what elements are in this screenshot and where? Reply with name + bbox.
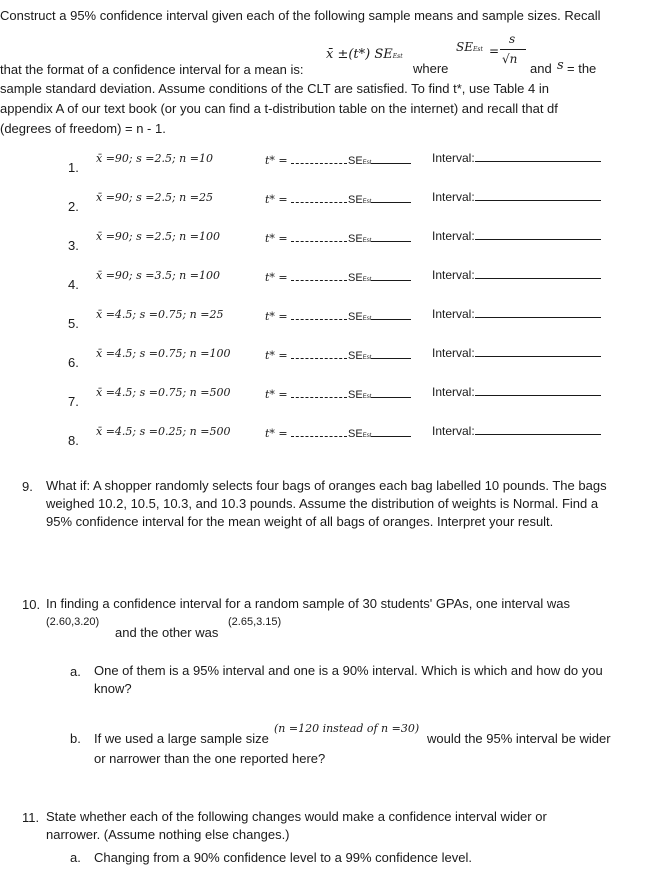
se-label: SE <box>348 194 363 206</box>
se-field[interactable] <box>348 230 411 245</box>
se-label-sub: Est <box>362 238 372 244</box>
t-star-label: t* = <box>265 310 288 323</box>
t-star-blank[interactable] <box>291 269 347 281</box>
se-blank[interactable] <box>371 425 411 437</box>
interval-blank[interactable] <box>475 267 601 279</box>
se-label: SE <box>348 272 363 284</box>
row-values: x̄ =90; s =3.5; n =100 <box>96 269 220 282</box>
se-field[interactable] <box>348 425 411 440</box>
row-number: 2. <box>68 199 79 214</box>
se-blank[interactable] <box>371 191 411 203</box>
se-label-sub: Est <box>362 160 372 166</box>
t-star-blank[interactable] <box>291 425 347 437</box>
se-field[interactable] <box>348 347 411 362</box>
row-values: x̄ =4.5; s =0.75; n =100 <box>96 347 231 360</box>
q11a-label: a. <box>70 850 81 865</box>
row-number: 3. <box>68 238 79 253</box>
row-values: x̄ =4.5; s =0.75; n =25 <box>96 308 224 321</box>
s-equals-the: = the <box>567 61 597 76</box>
s-symbol: s <box>557 58 564 73</box>
se-blank[interactable] <box>371 308 411 320</box>
t-star-field[interactable] <box>265 308 347 323</box>
interval-blank[interactable] <box>475 306 601 318</box>
t-star-blank[interactable] <box>291 308 347 320</box>
row-number: 1. <box>68 160 79 175</box>
se-field[interactable] <box>348 386 411 401</box>
se-formula <box>456 40 483 54</box>
q10a-label: a. <box>70 664 81 679</box>
row-values: x̄ =90; s =2.5; n =25 <box>96 191 213 204</box>
se-blank[interactable] <box>371 347 411 359</box>
interval-blank[interactable] <box>475 150 601 162</box>
t-star-blank[interactable] <box>291 230 347 242</box>
ci-formula <box>326 47 403 62</box>
t-star-label: t* = <box>265 388 288 401</box>
interval-label: Interval: <box>432 346 475 360</box>
t-star-field[interactable] <box>265 347 347 362</box>
se-label: SE <box>348 155 363 167</box>
q10b-pre: If we used a large sample size <box>94 731 269 746</box>
interval-field[interactable] <box>432 384 601 399</box>
t-star-field[interactable] <box>265 425 347 440</box>
intro-line-5: (degrees of freedom) = n - 1. <box>0 121 166 136</box>
se-blank[interactable] <box>371 386 411 398</box>
se-label-sub: Est <box>362 277 372 283</box>
q10-interval-1: (2.60,3.20) <box>46 616 100 628</box>
row-values: x̄ =4.5; s =0.75; n =500 <box>96 386 231 399</box>
t-star-label: t* = <box>265 349 288 362</box>
interval-label: Interval: <box>432 190 475 204</box>
t-star-field[interactable] <box>265 230 347 245</box>
interval-blank[interactable] <box>475 228 601 240</box>
q10-line-1: In finding a confidence interval for a random sample of 30 students' GPAs, one interval was <box>46 596 570 611</box>
q10b-math: (n =120 instead of n =30) <box>274 722 420 735</box>
se-label: SE <box>348 350 363 362</box>
se-blank[interactable] <box>371 230 411 242</box>
and-text: and <box>530 61 552 76</box>
se-field[interactable] <box>348 152 411 167</box>
interval-field[interactable] <box>432 306 601 321</box>
q10b-line-2: or narrower than the one reported here? <box>94 751 326 766</box>
t-star-label: t* = <box>265 271 288 284</box>
t-star-label: t* = <box>265 154 288 167</box>
interval-blank[interactable] <box>475 423 601 435</box>
interval-label: Interval: <box>432 424 475 438</box>
se-label: SE <box>348 311 363 323</box>
q11a-text: Changing from a 90% confidence level to a 99% confidence level. <box>94 850 472 865</box>
q9-number: 9. <box>22 479 33 494</box>
interval-blank[interactable] <box>475 345 601 357</box>
se-blank[interactable] <box>371 269 411 281</box>
row-values: x̄ =90; s =2.5; n =100 <box>96 230 220 243</box>
q10b-label: b. <box>70 731 81 746</box>
t-star-field[interactable] <box>265 152 347 167</box>
t-star-label: t* = <box>265 427 288 440</box>
row-number: 5. <box>68 316 79 331</box>
se-formula-se: SE <box>456 40 473 54</box>
interval-field[interactable] <box>432 189 601 204</box>
se-field[interactable] <box>348 191 411 206</box>
interval-label: Interval: <box>432 385 475 399</box>
row-number: 6. <box>68 355 79 370</box>
q10-number: 10. <box>22 597 41 612</box>
se-label: SE <box>348 428 363 440</box>
t-star-field[interactable] <box>265 269 347 284</box>
se-label-sub: Est <box>362 316 372 322</box>
fraction-bar <box>500 49 526 50</box>
se-label: SE <box>348 389 363 401</box>
se-numerator: s <box>509 32 516 46</box>
se-denominator: √n <box>502 52 518 66</box>
t-star-label: t* = <box>265 232 288 245</box>
row-number: 8. <box>68 433 79 448</box>
interval-blank[interactable] <box>475 384 601 396</box>
se-label-sub: Est <box>362 199 372 205</box>
ci-formula-sub: Est <box>392 53 403 60</box>
se-field[interactable] <box>348 308 411 323</box>
q10b-post: would the 95% interval be wider <box>427 731 611 746</box>
interval-label: Interval: <box>432 307 475 321</box>
intro-line-3: sample standard deviation. Assume conditions of the CLT are satisfied. To find t*, use Table 4 in <box>0 81 549 96</box>
se-field[interactable] <box>348 269 411 284</box>
ci-formula-text: x̄ ±(t*) SE <box>326 47 393 62</box>
t-star-field[interactable] <box>265 386 347 401</box>
row-number: 7. <box>68 394 79 409</box>
interval-field[interactable] <box>432 267 601 282</box>
se-label-sub: Est <box>362 433 372 439</box>
q11-number: 11. <box>22 810 40 825</box>
equals-sign: = <box>489 44 500 58</box>
q11-text: State whether each of the following changes would make a confidence interval wider or narrower. (Assume nothing else changes.) <box>46 809 547 842</box>
row-values: x̄ =90; s =2.5; n =10 <box>96 152 213 165</box>
t-star-blank[interactable] <box>291 347 347 359</box>
t-star-blank[interactable] <box>291 386 347 398</box>
intro-line-4: appendix A of our text book (or you can find a t-distribution table on the internet) and recall that df <box>0 101 558 116</box>
se-label-sub: Est <box>362 355 372 361</box>
t-star-label: t* = <box>265 193 288 206</box>
interval-blank[interactable] <box>475 189 601 201</box>
q10a-text: One of them is a 95% interval and one is a 90% interval. Which is which and how do you know? <box>94 663 603 696</box>
interval-label: Interval: <box>432 268 475 282</box>
interval-label: Interval: <box>432 151 475 165</box>
interval-field[interactable] <box>432 345 601 360</box>
interval-field[interactable] <box>432 423 601 438</box>
se-label-sub: Est <box>362 394 372 400</box>
where-text: where <box>413 61 449 76</box>
interval-label: Interval: <box>432 229 475 243</box>
intro-line-1: Construct a 95% confidence interval given each of the following sample means and sample sizes. Recall <box>0 8 601 23</box>
interval-field[interactable] <box>432 228 601 243</box>
se-label: SE <box>348 233 363 245</box>
t-star-blank[interactable] <box>291 152 347 164</box>
interval-field[interactable] <box>432 150 601 165</box>
t-star-blank[interactable] <box>291 191 347 203</box>
q9-text: What if: A shopper randomly selects four bags of oranges each bag labelled 10 pounds. The bags weighed 10.2, 10.5, 10.3, and 10.3 pounds. Assume the distribution of weights is Normal. Find a 95% confidence interval for the mean weight of all bags of oranges. Interpret your result. <box>46 478 607 529</box>
t-star-field[interactable] <box>265 191 347 206</box>
se-blank[interactable] <box>371 152 411 164</box>
row-number: 4. <box>68 277 79 292</box>
se-formula-sub: Est <box>472 46 483 53</box>
q10-interval-2: (2.65,3.15) <box>228 616 282 628</box>
q10-mid-text: and the other was <box>115 625 219 640</box>
row-values: x̄ =4.5; s =0.25; n =500 <box>96 425 231 438</box>
intro-line-2: that the format of a confidence interval for a mean is: <box>0 62 304 77</box>
